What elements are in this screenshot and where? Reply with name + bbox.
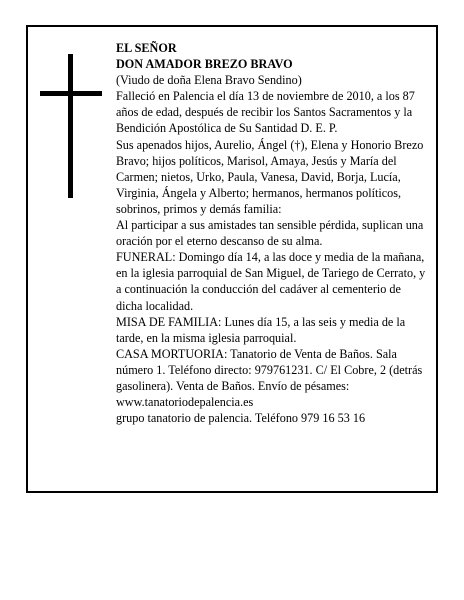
request-paragraph: Al participar a sus amistades tan sensible pérdida, suplican una oración por el eterno descanso de su alma. xyxy=(116,218,424,249)
mortuary-paragraph: CASA MORTUORIA: Tanatorio de Venta de Baños. Sala número 1. Teléfono directo: 979761231. C/ El Cobre, 2 (detrás gasolinera). Venta de Baños. Envío de pésames: www.tanatoriodepalencia.es xyxy=(116,346,423,410)
obituary-notice xyxy=(26,25,438,493)
family-paragraph: Sus apenados hijos, Aurelio, Ángel (†), Elena y Honorio Brezo Bravo; hijos políticos, Marisol, Amaya, Jesús y María del Carmen; nietos, Urko, Paula, Vanesa, David, Borja, Lucía, Virginia, Ángela y Alberto; hermanos, hermanos políticos, sobrinos, primos y demás familia: xyxy=(116,137,424,216)
cross-icon xyxy=(40,54,102,198)
death-paragraph: Falleció en Palencia el día 13 de noviembre de 2010, a los 87 años de edad, después de recibir los Santos Sacramentos y la Bendición Apostólica de Su Santidad D. E. P. xyxy=(116,89,415,136)
cross-vertical-bar xyxy=(68,54,73,198)
family-mass-paragraph: MISA DE FAMILIA: Lunes día 15, a las seis y media de la tarde, en la misma iglesia parroquial. xyxy=(116,314,406,345)
notice-text xyxy=(116,40,428,426)
cross-horizontal-bar xyxy=(40,91,102,96)
funeral-paragraph: FUNERAL: Domingo día 14, a las doce y media de la mañana, en la iglesia parroquial de San Miguel, de Tariego de Cerrato, y a continuación la conducción del cadáver al cementerio de dicha localidad. xyxy=(116,250,426,313)
deceased-name: DON AMADOR BREZO BRAVO xyxy=(116,57,293,72)
footer-line: grupo tanatorio de palencia. Teléfono 979 16 53 16 xyxy=(116,411,366,426)
notice-title-line1: EL SEÑOR xyxy=(116,41,177,55)
widower-line: (Viudo de doña Elena Bravo Sendino) xyxy=(116,73,302,88)
